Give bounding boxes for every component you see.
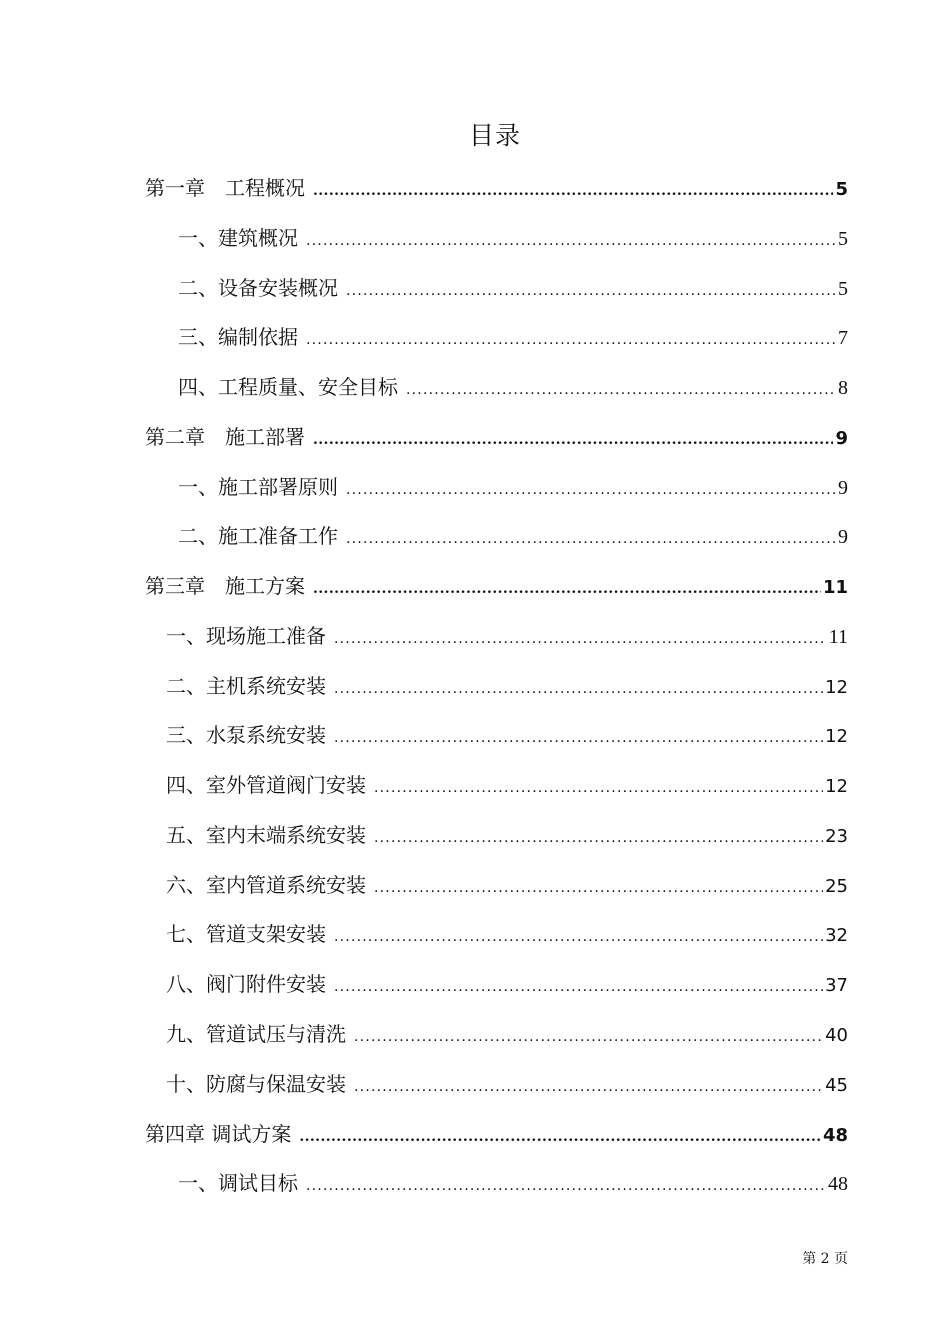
toc-entry-label: 第一章 工程概况 (145, 176, 305, 200)
toc-entry-page: 5 (838, 228, 848, 250)
toc-entry-label: 三、编制依据 (178, 325, 298, 349)
toc-entry-page: 9 (838, 526, 848, 548)
leader-dots (334, 929, 823, 945)
toc-entry-page: 9 (838, 477, 848, 499)
toc-entry[interactable] (166, 968, 848, 998)
leader-dots (346, 283, 836, 299)
toc-entry-page: 37 (825, 975, 848, 996)
toc-entry-label: 第四章 调试方案 (145, 1122, 292, 1146)
toc-entry[interactable] (166, 769, 848, 799)
leader-dots (334, 730, 823, 746)
leader-dots (374, 880, 823, 896)
toc-entry[interactable] (166, 1068, 848, 1098)
toc-entry-page: 25 (825, 876, 848, 897)
toc-entry-label: 二、施工准备工作 (178, 524, 338, 548)
leader-dots (306, 233, 836, 249)
toc-entry-label: 二、设备安装概况 (178, 276, 338, 300)
toc-entry-page: 5 (838, 278, 848, 300)
toc-entry-label: 一、施工部署原则 (178, 475, 338, 499)
toc-entry-page: 12 (825, 677, 848, 698)
toc-entry[interactable] (178, 471, 848, 501)
toc-entry[interactable] (145, 172, 848, 202)
toc-entry-label: 第二章 施工部署 (145, 425, 305, 449)
leader-dots (406, 382, 836, 398)
leader-dots (306, 332, 836, 348)
toc-entry[interactable] (166, 918, 848, 948)
toc-entry[interactable] (166, 819, 848, 849)
toc-entry[interactable] (178, 520, 848, 550)
leader-dots (354, 1079, 823, 1095)
toc-entry-label: 一、调试目标 (178, 1171, 298, 1195)
toc-entry-page: 8 (838, 377, 848, 399)
leader-dots (334, 681, 823, 697)
leader-dots (374, 780, 823, 796)
leader-dots (354, 1029, 823, 1045)
toc-entry-label: 五、室内末端系统安装 (166, 823, 366, 847)
leader-dots (313, 432, 833, 448)
leader-dots (334, 979, 823, 995)
toc-entry-page: 12 (825, 726, 848, 747)
toc-entry-label: 一、建筑概况 (178, 226, 298, 250)
toc-entry-label: 六、室内管道系统安装 (166, 873, 366, 897)
toc-entry-label: 三、水泵系统安装 (166, 723, 326, 747)
leader-dots (346, 482, 836, 498)
leader-dots (313, 581, 821, 597)
leader-dots (374, 830, 823, 846)
toc-entry-label: 九、管道试压与清洗 (166, 1022, 346, 1046)
toc-entry[interactable] (166, 620, 848, 650)
toc-entry-label: 第三章 施工方案 (145, 574, 305, 598)
toc-entry[interactable] (166, 869, 848, 899)
toc-entry-label: 八、阀门附件安装 (166, 972, 326, 996)
toc-entry[interactable] (178, 1167, 848, 1197)
toc-entry-page: 48 (822, 1125, 848, 1146)
toc-entry-page: 11 (828, 626, 848, 648)
toc-entry-label: 十、防腐与保温安装 (166, 1072, 346, 1096)
toc-entry-page: 9 (835, 428, 848, 449)
toc-entry-page: 7 (838, 327, 848, 349)
toc-entry[interactable] (145, 1118, 848, 1148)
leader-dots (306, 1178, 826, 1194)
toc-entry-page: 11 (822, 577, 848, 598)
toc-entry-page: 45 (825, 1075, 848, 1096)
toc-entry-page: 48 (828, 1173, 848, 1195)
toc-entry-label: 四、室外管道阀门安装 (166, 773, 366, 797)
toc-entry[interactable] (178, 272, 848, 302)
toc-entry[interactable] (178, 371, 848, 401)
leader-dots (346, 531, 836, 547)
toc-entry-label: 一、现场施工准备 (166, 624, 326, 648)
toc-entry-page: 23 (825, 826, 848, 847)
toc-entry-label: 二、主机系统安装 (166, 674, 326, 698)
toc-entry[interactable] (166, 719, 848, 749)
toc-entry-page: 5 (835, 179, 848, 200)
toc-entry-label: 四、工程质量、安全目标 (178, 375, 398, 399)
leader-dots (299, 1129, 821, 1145)
toc-entry-page: 32 (825, 925, 848, 946)
toc-entry[interactable] (145, 421, 848, 451)
toc-entry-page: 12 (825, 776, 848, 797)
toc-entry[interactable] (166, 1018, 848, 1048)
toc-entry-label: 七、管道支架安装 (166, 922, 326, 946)
toc-entry[interactable] (145, 570, 848, 600)
toc-entry[interactable] (178, 222, 848, 252)
toc-entry[interactable] (178, 321, 848, 351)
leader-dots (334, 631, 827, 647)
toc-title: 目录 (468, 121, 521, 150)
page-number-footer: 第 2 页 (802, 1251, 848, 1267)
leader-dots (313, 183, 833, 199)
toc-entry-page: 40 (825, 1025, 848, 1046)
toc-entry[interactable] (166, 670, 848, 700)
